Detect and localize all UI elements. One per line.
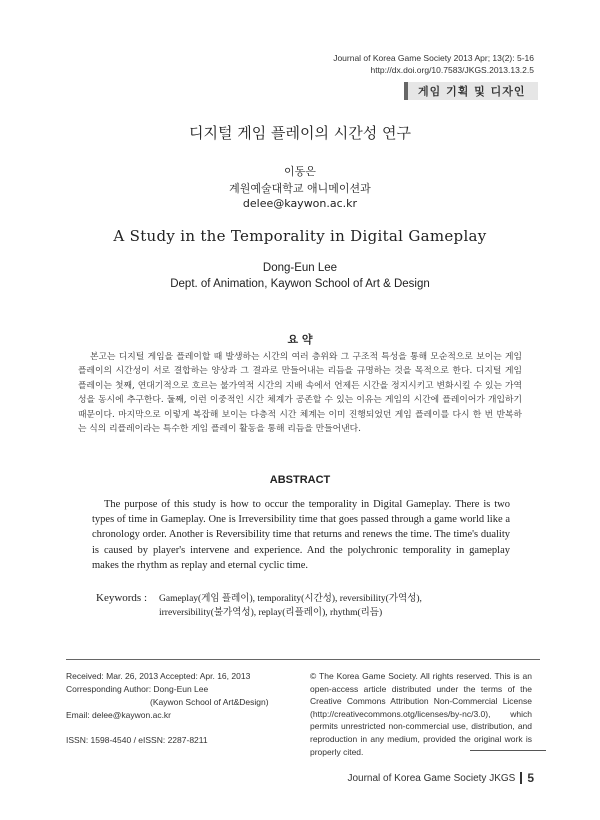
issn: ISSN: 1598-4540 / eISSN: 2287-8211 — [66, 735, 208, 745]
copyright-notice: © The Korea Game Society. All rights reserved. This is an open-access article distributed under the terms of the Creative Commons Attribution Non-Commercial License (http://creativecommons.otg/licenses/by-nc/3.0), which permits unrestricted non-commercial use, distribution, and reproduction in any medium, provided the original work is properly cited. — [310, 671, 532, 757]
abstract-english-heading: ABSTRACT — [269, 474, 331, 486]
page-footer — [347, 771, 534, 785]
author-name-korean: 이동은 — [284, 165, 316, 178]
corresponding-email[interactable]: Email: delee@kaywon.ac.kr — [66, 710, 172, 720]
title-english: A Study in the Temporality in Digital Gameplay — [113, 227, 487, 245]
footer-journal: Journal of Korea Game Society JKGS — [347, 772, 516, 784]
keywords-line-2: irreversibility(불가역성), replay(리플레이), rhythm(리듬) — [159, 608, 383, 618]
keywords-line-1: Gameplay(게임 플레이), temporality(시간성), reversibility(가역성), — [159, 594, 422, 604]
title-korean: 디지털 게임 플레이의 시간성 연구 — [189, 124, 411, 142]
footer-separator — [520, 772, 522, 784]
received-dates: Received: Mar. 26, 2013 Accepted: Apr. 16, 2013 — [66, 671, 251, 681]
journal-citation: Journal of Korea Game Society 2013 Apr; 13(2): 5-16 — [333, 53, 534, 63]
author-affiliation-english: Dept. of Animation, Kaywon School of Art & Design — [170, 278, 430, 290]
section-tag-label: 게임 기획 및 디자인 — [418, 85, 526, 98]
section-tag — [404, 82, 538, 100]
footer-rule — [470, 750, 546, 751]
footer-divider — [66, 659, 540, 660]
corresponding-affiliation: (Kaywon School of Art&Design) — [150, 697, 269, 707]
abstract-english-body: The purpose of this study is how to occur the temporality in Digital Gameplay. There is two types of time in Gameplay. One is Irreversibility time that goes passed through a game world like a chronology order. Another is Reversibility time that returns and renews the time. The time's duality is caused by player's intervene and experience. And the polychronic temporality in gameplay makes the rhythm as replay and eternal cyclic time. — [92, 499, 510, 571]
page-number: 5 — [527, 771, 534, 785]
keywords-label: Keywords : — [96, 592, 148, 604]
abstract-korean-body: 본고는 디지털 게임을 플레이할 때 발생하는 시간의 여러 층위와 그 구조적 특성을 통해 모순적으로 보이는 게임 플레이의 시간성이 서로 결합하는 양상과 그 결과로 만들어내는 리듬을 규명하는 것을 목적으로 한다. 디지털 게임 플레이는 첫째, 연대기적으로 흐르는 불가역적 시간의 지배 속에서 언제든 시간을 정지시키고 변화시킬 수 있는 가역성을 동시에 추구한다. 둘째, 이런 이중적인 시간 체계가 공존할 수 있는 이유는 게임의 시간에 플레이어가 개입하기 때문이다. 마지막으로 이렇게 복잡해 보이는 다층적 시간 체계는 이미 진행되었던 게임 플레이를 다시 한 번 반복하는 식의 리플레이라는 특수한 게임 플레이 활동을 통해 리듬을 만들어낸다. — [78, 352, 522, 435]
corresponding-author: Corresponding Author: Dong-Eun Lee — [66, 684, 209, 694]
section-tag-bar — [404, 82, 408, 100]
author-email[interactable]: delee@kaywon.ac.kr — [242, 197, 358, 210]
author-name-english: Dong-Eun Lee — [262, 262, 338, 274]
abstract-korean-heading: 요 약 — [287, 333, 313, 346]
author-affiliation-korean: 계원예술대학교 애니메이션과 — [229, 182, 371, 195]
doi-link[interactable]: http://dx.doi.org/10.7583/JKGS.2013.13.2.5 — [370, 65, 534, 75]
